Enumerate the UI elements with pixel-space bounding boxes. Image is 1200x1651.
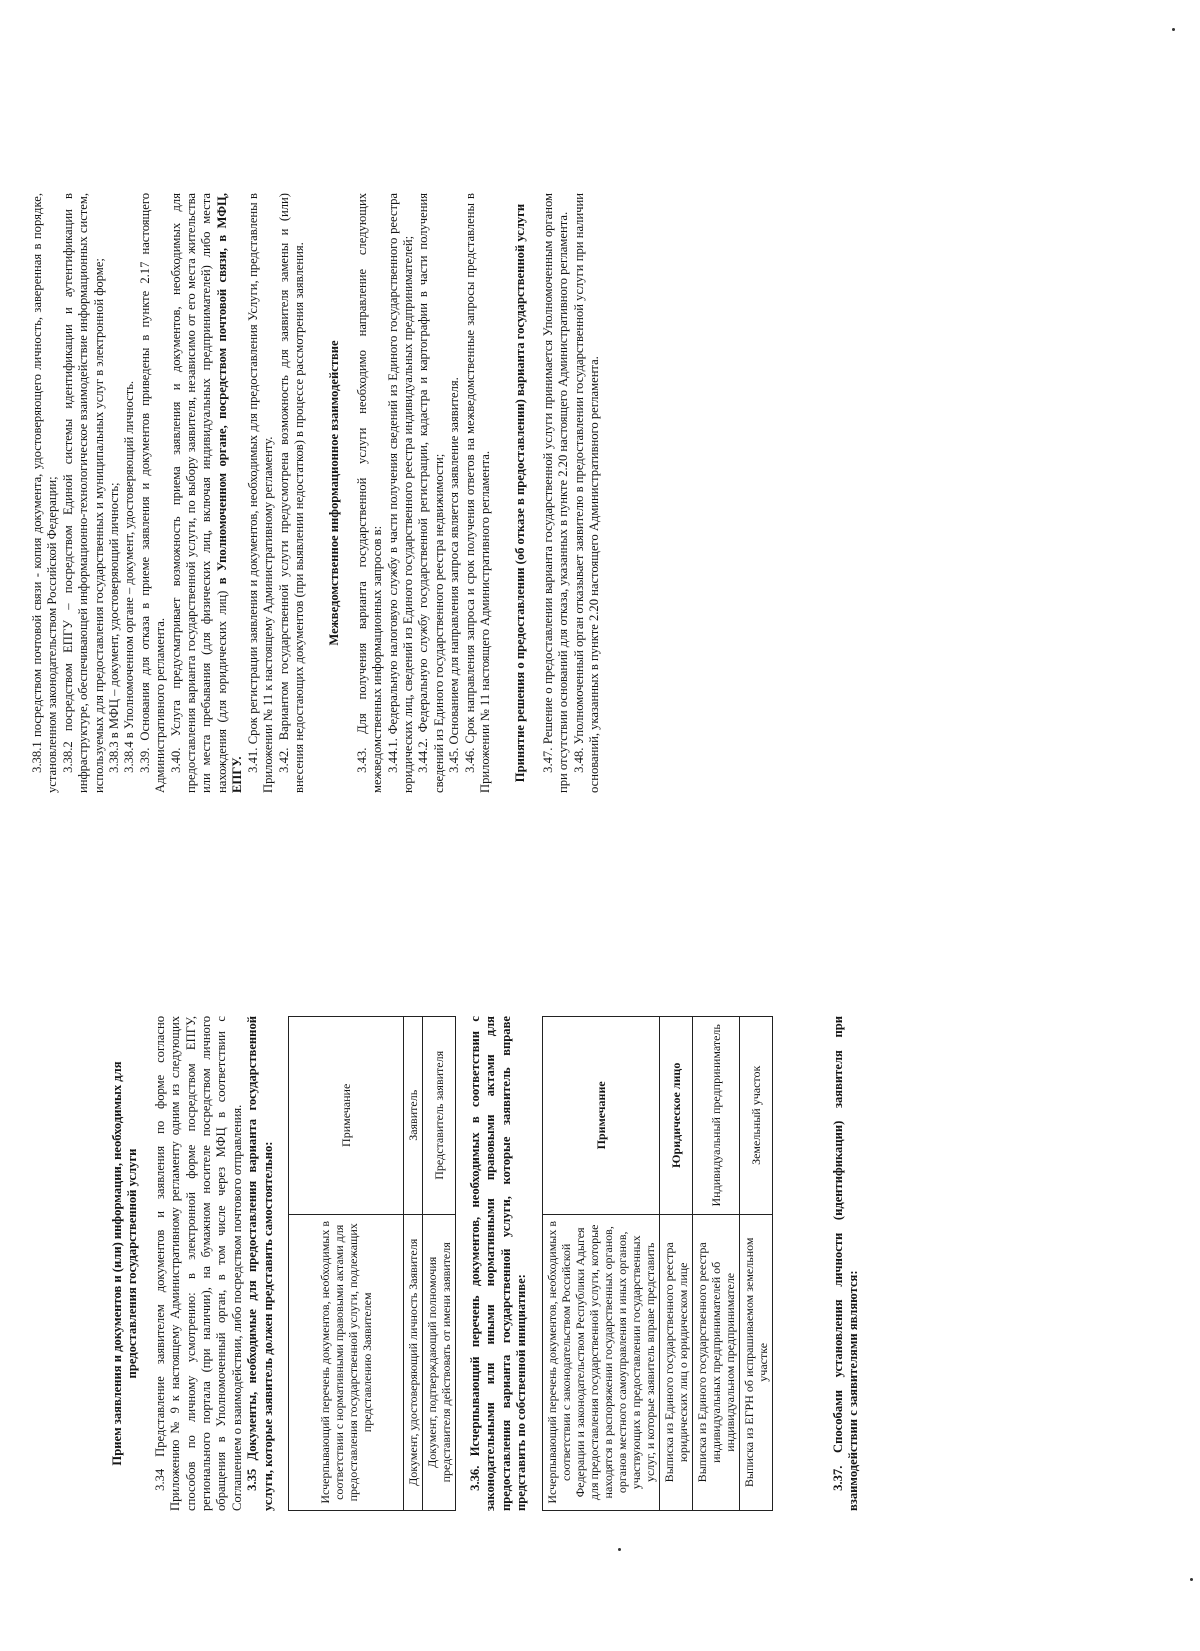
table-row [423,1017,456,1511]
paragraph-3-40-text: 3.40. Услуга предусматривает возможность приема заявления и документов, необходимых для предоставления варианта государственной услуги, по выбору заявителя, независимо от его места жительства или места пребывания (для физических лиц, включая индивидуальных предпринимателей) либо места нахождения (для юридических лиц) [168,193,229,793]
right-page [0,193,1200,793]
scan-speck [1190,1578,1193,1581]
required-documents-table [288,1016,456,1511]
paragraph-3-37: 3.37. Способами установления личности (идентификации) заявителя при взаимодействии с заявителями являются: [830,1016,861,1511]
paragraph-3-42: 3.42. Вариантом государственной услуги предусмотрена возможность для заявителя замены и (или) внесения недостающих документов (при выявлении недостатков) в процессе рассмотрения заявления. [276,193,306,793]
table-cell: Представитель заявителя [423,1017,456,1215]
paragraph-3-43: 3.43. Для получения варианта государственной услуги необходимо направление следующих межведомственных информационных запросов в: [354,193,385,793]
paragraph-3-45: 3.45. Основанием для направления запроса является заявление заявителя. [447,377,462,773]
paragraph-3-47: 3.47. Решение о предоставлении варианта государственной услуги принимается Уполномоченным органом при отсутствии оснований для отказа, указанных в пункте 2.20 настоящего Административного регламента. [540,193,571,793]
paragraph-3-40-channels: в Уполномоченном органе, посредством почтовой связи, в МФЦ, ЕПГУ. [214,193,245,793]
paragraph-3-36: 3.36. Исчерпывающий перечень документов, необходимых в соответствии с законодательными или иными нормативными правовыми актами для предоставления варианта государственной услуги, которые заявитель вправе представить по собственной инициативе: [468,1016,529,1511]
table-cell: Юридическое лицо [659,1017,692,1215]
table-row [692,1017,739,1511]
table-cell: Выписка из Единого государственного реестра юридических лиц о юридическом лице [659,1214,692,1510]
table-cell: Земельный участок [739,1017,772,1215]
paragraph-3-34: 3.34 Представление заявителем документов и заявления по форме согласно Приложению № 9 к настоящему Административному регламенту одним из следующих способов по личному усмотрению: в электронной форме посредством ЕПГУ, регионального портала (при наличии), на бумажном носителе посредством личного обращения в Уполномоченный орган, в том числе через МФЦ в соответствии с Соглашением о взаимодействии, либо посредством почтового отправления. [152,1016,244,1511]
paragraph-3-41: 3.41. Срок регистрации заявления и документов, необходимых для предоставления Услуги, представлены в Приложении № 11 к настоящему Административному регламенту. [245,193,276,793]
paragraph-3-38-4: 3.38.4 в Уполномоченном органе – документ, удостоверяющий личность. [122,380,137,773]
table-row [404,1017,423,1511]
table-cell: Документ, удостоверяющий личность Заявителя [404,1214,423,1510]
section-heading: Принятие решения о предоставлении (об отказе в предоставлении) варианта государственной услуги [513,203,528,783]
section-heading: Прием заявления и документов и (или) информации, необходимых для предоставления государственной услуги [110,1061,140,1466]
paragraph-3-39: 3.39. Основания для отказа в приеме заявления и документов приведены в пункте 2.17 настоящего Административного регламента. [137,193,168,793]
paragraph-3-40 [169,193,246,793]
optional-documents-table [542,1016,773,1511]
paragraph-3-46: 3.46. Срок направления запроса и срок получения ответов на межведомственные запросы представлены в Приложении № 11 настоящего Административного регламента. [462,193,492,793]
table-header-row [289,1017,404,1511]
table-cell: Заявитель [404,1017,423,1215]
paragraph-3-38-3: 3.38.3 в МФЦ – документ, удостоверяющий личность; [107,482,122,773]
scan-speck [1172,28,1175,31]
table-header-cell: Примечание [542,1017,659,1215]
table-cell: Выписка из Единого государственного реестра индивидуальных предпринимателей об индивидуальном предпринимателе [692,1214,739,1510]
section-heading: Межведомственное информационное взаимодействие [327,340,342,646]
table-header-row [542,1017,659,1511]
paragraph-3-44-1: 3.44.1. Федеральную налоговую службу в части получения сведений из Единого государственного реестра юридических лиц, сведений из Единого государственного реестра индивидуальных предпринимателей; [385,193,415,793]
left-page [0,1016,1200,1511]
table-cell: Выписка из ЕГРН об испрашиваемом земельном участке [739,1214,772,1510]
paragraph-3-35: 3.35 Документы, необходимые для предоставления варианта государственной услуги, которые заявитель должен представить самостоятельно: [245,1016,275,1511]
paragraph-3-48: 3.48. Уполномоченный орган отказывает заявителю в предоставлении государственной услуги при наличии оснований, указанных в пункте 2.20 настоящего Административного регламента. [571,193,601,793]
paragraph-3-38-1: 3.38.1 посредством почтовой связи - копия документа, удостоверяющего личность, заверенная в порядке, установленном законодательством Российской Федерации; [30,193,60,793]
table-header-cell: Исчерпывающий перечень документов, необходимых в соответствии с нормативными правовыми актами для предоставления государственной услуги, подлежащих представлению Заявителем [289,1214,404,1510]
table-header-cell: Примечание [289,1017,404,1215]
paragraph-3-38-2: 3.38.2 посредством ЕПГУ – посредством Единой системы идентификации и аутентификации в инфраструктуре, обеспечивающей информационно-технологическое взаимодействие информационных систем, используемых для предоставления государственных и муниципальных услуг в электронной форме; [60,193,106,793]
paragraph-3-44-2: 3.44.2. Федеральную службу государственной регистрации, кадастра и картографии в части получения сведений из Единого государственного реестра недвижимости; [416,193,446,793]
table-cell: Документ, подтверждающий полномочия представителя действовать от имени заявителя [423,1214,456,1510]
table-row [659,1017,692,1511]
table-row [739,1017,772,1511]
scan-speck [618,1548,621,1551]
table-header-cell: Исчерпывающий перечень документов, необходимых в соответствии с законодательством Российской Федерации и законодательством Республики Адыгея для предоставления государственной услуги, которые находятся в распоряжении государственных органов, органов местного самоуправления и иных органов, участвующих в предоставлении государственных услуг, и которые заявитель вправе представить [542,1214,659,1510]
table-cell: Индивидуальный предприниматель [692,1017,739,1215]
blank-space [785,1016,831,1511]
